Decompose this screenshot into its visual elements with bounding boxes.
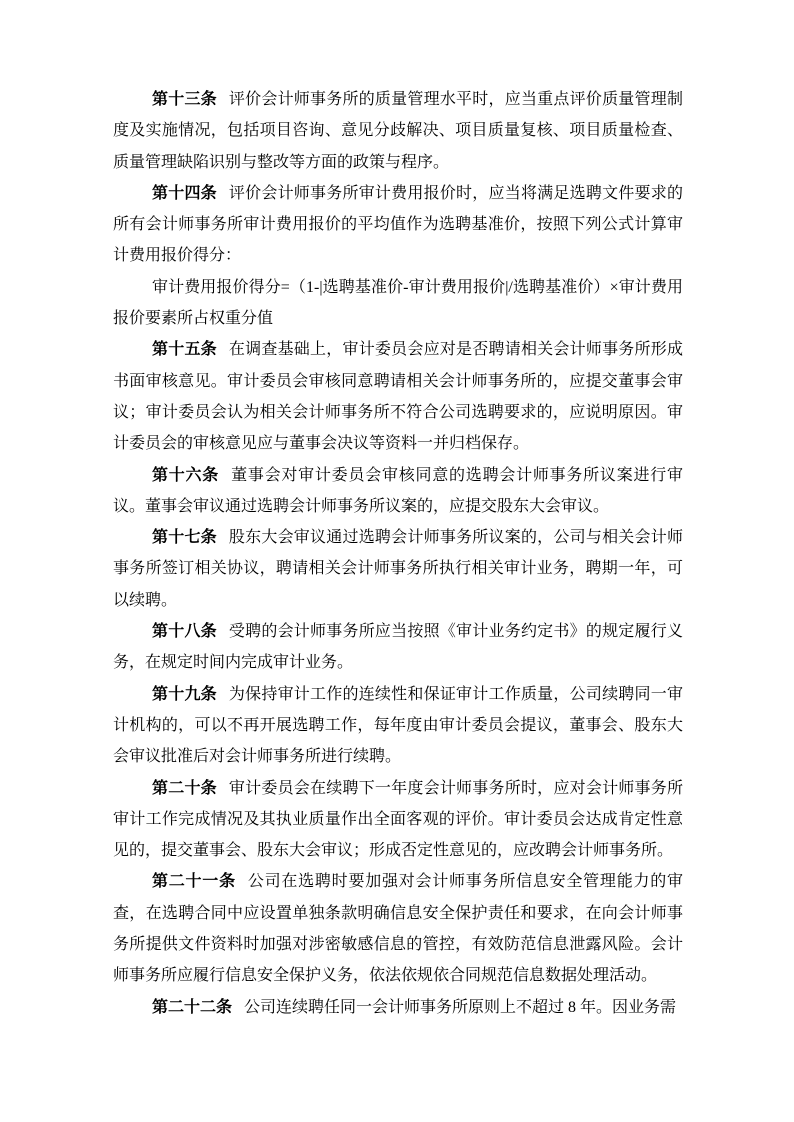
- paragraph-text: 公司连续聘任同一会计师事务所原则上不超过 8 年。因业务需: [244, 998, 677, 1016]
- article-number: 第二十条: [152, 779, 217, 797]
- paragraph: [113, 272, 683, 335]
- document-body: [113, 84, 683, 1023]
- article-number: 第十六条: [152, 466, 220, 484]
- paragraph: [113, 992, 683, 1023]
- paragraph: [113, 460, 683, 523]
- paragraph: [113, 679, 683, 773]
- paragraph-text: 董事会对审计委员会审核同意的选聘会计师事务所议案进行审议。董事会审议通过选聘会计师事务所议案的，应提交股东大会审议。: [113, 466, 683, 515]
- article-number: 第十七条: [152, 529, 217, 547]
- article-number: 第十八条: [152, 623, 217, 641]
- paragraph-text: 在调查基础上，审计委员会应对是否聘请相关会计师事务所形成书面审核意见。审计委员会审核同意聘请相关会计师事务所的，应提交董事会审议；审计委员会认为相关会计师事务所不符合公司选聘要求的，应说明原因。审计委员会的审核意见应与董事会决议等资料一并归档保存。: [113, 341, 683, 453]
- paragraph: [113, 334, 683, 459]
- paragraph-text: 评价会计师事务所审计费用报价时，应当将满足选聘文件要求的所有会计师事务所审计费用报价的平均值作为选聘基准价，按照下列公式计算审计费用报价得分：: [113, 184, 683, 265]
- paragraph-text: 公司在选聘时要加强对会计师事务所信息安全管理能力的审查，在选聘合同中应设置单独条款明确信息安全保护责任和要求，在向会计师事务所提供文件资料时加强对涉密敏感信息的管控，有效防范信息泄露风险。会计师事务所应履行信息安全保护义务，依法依规依合同规范信息数据处理活动。: [113, 873, 683, 985]
- article-number: 第十四条: [152, 184, 217, 202]
- paragraph: [113, 616, 683, 679]
- paragraph: [113, 84, 683, 178]
- paragraph-text: 审计委员会在续聘下一年度会计师事务所时，应对会计师事务所审计工作完成情况及其执业质量作出全面客观的评价。审计委员会达成肯定性意见的，提交董事会、股东大会审议；形成否定性意见的，应改聘会计师事务所。: [113, 779, 683, 860]
- paragraph: [113, 178, 683, 272]
- paragraph: [113, 773, 683, 867]
- paragraph-text: 评价会计师事务所的质量管理水平时，应当重点评价质量管理制度及实施情况，包括项目咨询、意见分歧解决、项目质量复核、项目质量检查、质量管理缺陷识别与整改等方面的政策与程序。: [113, 91, 683, 171]
- article-number: 第十九条: [152, 685, 217, 703]
- paragraph-text: 为保持审计工作的连续性和保证审计工作质量，公司续聘同一审计机构的，可以不再开展选聘工作，每年度由审计委员会提议，董事会、股东大会审议批准后对会计师事务所进行续聘。: [113, 685, 683, 766]
- paragraph-text: 股东大会审议通过选聘会计师事务所议案的，公司与相关会计师事务所签订相关协议，聘请相关会计师事务所执行相关审计业务，聘期一年，可以续聘。: [113, 529, 683, 609]
- paragraph: [113, 866, 683, 991]
- article-number: 第二十一条: [152, 873, 236, 891]
- paragraph-text: 审计费用报价得分=（1-|选聘基准价-审计费用报价|/选聘基准价）×审计费用报价要素所占权重分值: [113, 278, 683, 328]
- article-number: 第十三条: [152, 91, 217, 108]
- article-number: 第十五条: [152, 341, 217, 359]
- article-number: 第二十二条: [152, 998, 233, 1016]
- paragraph: [113, 522, 683, 616]
- paragraph-text: 受聘的会计师事务所应当按照《审计业务约定书》的规定履行义务，在规定时间内完成审计业务。: [113, 623, 683, 672]
